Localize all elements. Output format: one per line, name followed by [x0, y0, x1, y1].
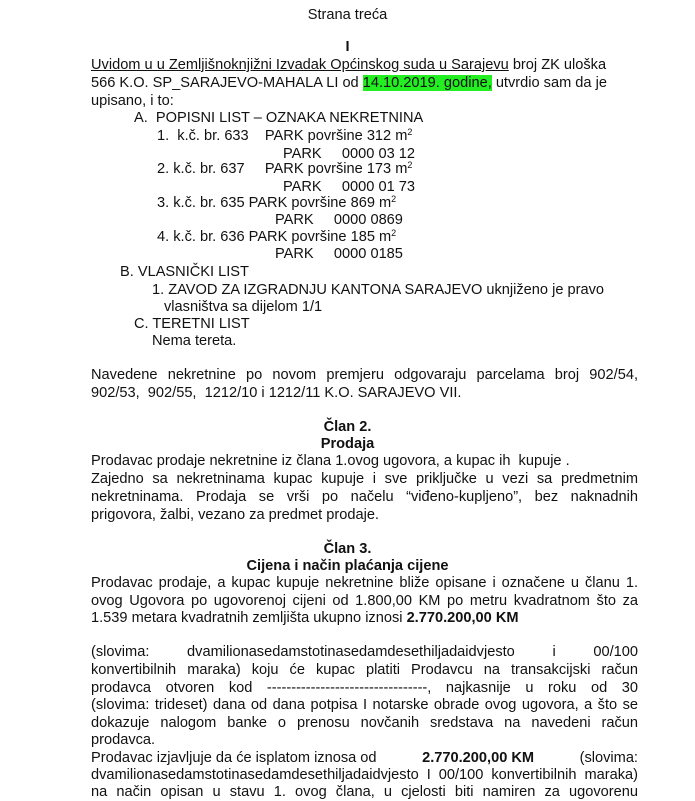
unit-exponent: 2	[391, 228, 397, 238]
unit-exponent: 2	[391, 194, 397, 204]
parcel-area: PARK površine 312 m	[264, 128, 408, 144]
clan-2-line-2: Zajedno sa nekretninama kupac kupuje i sve priključke u vezi sa predmetnim	[91, 471, 638, 487]
clan-3-p2-line-1: (slovima: dvamilionasedamstotinasedamdesethiljadaidvjesto i 00/100	[91, 644, 638, 660]
clan-3-p3-line-3: na način opisan u stavu 1. ovog člana, u cjelosti biti namiren za ugovorenu	[91, 784, 638, 800]
intro-line-3: upisano, i to:	[91, 93, 174, 109]
clan-2-line-4: prigovora, žalbi, vezano za predmet prodaje.	[91, 507, 379, 523]
page-header: Strana treća	[307, 7, 388, 23]
clan-3-p2-line-4: (slovima: trideset) dana od dana potpisa I notarske obrade ovog ugovora, a što se	[91, 697, 638, 713]
unit-exponent: 2	[407, 127, 413, 137]
clan-3-p2-line-2: konvertibilnih maraka) koju će kupac platiti Prodavcu na transakcijski račun	[91, 662, 638, 678]
parcel-number: 4. k.č. br. 636	[157, 229, 249, 245]
owner-line-1: 1. ZAVOD ZA IZGRADNJU KANTONA SARAJEVO uknjiženo je pravo	[152, 282, 605, 298]
intro-line-2-pre: 566 K.O. SP_SARAJEVO-MAHALA LI od	[91, 75, 363, 91]
clan-3-p1-line-2: ovog Ugovora po ugovorenoj cijeni od 1.800,00 KM po metru kvadratnom što za	[91, 593, 638, 609]
clan-3-p2-line-3: prodavca otvoren kod ---------------------------------, najkasnije u roku od 30	[91, 680, 638, 696]
parcel-number: 1. k.č. br. 633	[157, 128, 265, 144]
parcel-item	[157, 160, 412, 178]
premjer-line-2: 902/53, 902/55, 1212/10 i 1212/11 K.O. SARAJEVO VII.	[91, 385, 462, 401]
clan-3-title: Član 3.	[323, 541, 372, 557]
total-price-text: 1.539 metara kvadratnih zemljišta ukupno iznosi	[91, 610, 407, 626]
clan-3-p2-line-5: dokazuje nalogom banke o prenosu novčanih sredstava na navedeni račun	[91, 715, 638, 731]
intro-line-1-pre: Uvidom u u Zemljišnoknjižni Izvadak Općinskog suda u Sarajevu	[91, 57, 509, 73]
section-numeral: I	[345, 39, 350, 55]
clan-3-p3-text: Prodavac izjavljuje da će isplatom iznosa od	[91, 750, 381, 766]
clan-2-line-3: nekretninama. Prodaja se vrši po načelu “viđeno-kupljeno”, bez naknadnih	[91, 489, 638, 505]
vlasnicki-heading: B. VLASNIČKI LIST	[120, 264, 249, 280]
parcel-park-code: PARK 0000 01 73	[283, 179, 415, 195]
parcel-park-code: PARK 0000 0869	[275, 212, 403, 228]
parcel-park-code: PARK 0000 03 12	[283, 146, 415, 162]
owner-line-2: vlasništva sa dijelom 1/1	[164, 299, 323, 315]
clan-2-subtitle: Prodaja	[320, 436, 375, 452]
highlighted-date: 14.10.2019. godine,	[362, 75, 492, 91]
clan-3-p1-line-1: Prodavac prodaje, a kupac kupuje nekretnine bliže opisane i označene u članu 1.	[91, 575, 638, 591]
parcel-number: 2. k.č. br. 637	[157, 161, 265, 177]
parcel-park-code: PARK 0000 0185	[275, 246, 403, 262]
parcel-area: PARK površine 173 m	[264, 161, 408, 177]
premjer-line-1: Navedene nekretnine po novom premjeru odgovaraju parcelama broj 902/54,	[91, 367, 638, 383]
teretni-text: Nema tereta.	[152, 333, 237, 349]
clan-3-p2-line-6: prodavca.	[91, 732, 156, 748]
parcel-item	[157, 194, 396, 212]
intro-line-1-post: broj ZK uloška	[512, 57, 607, 73]
parcel-area: PARK površine 185 m	[248, 229, 392, 245]
clan-3-subtitle: Cijena i način plaćanja cijene	[246, 558, 449, 574]
clan-3-p3-line-2: dvamilionasedamstotinasedamdesethiljadaidvjesto I 00/100 konvertibilnih maraka)	[91, 767, 638, 783]
clan-2-title: Član 2.	[323, 419, 372, 435]
clan-3-p3-amount: 2.770.200,00 KM	[422, 750, 535, 766]
parcel-item	[157, 228, 396, 246]
total-price-amount: 2.770.200,00 KM	[406, 610, 519, 626]
parcel-area: PARK površine 869 m	[248, 195, 392, 211]
unit-exponent: 2	[407, 160, 413, 170]
parcel-item	[157, 127, 412, 145]
intro-line-2-post: utvrdio sam da je	[491, 75, 607, 91]
clan-3-p3-slovima: (slovima:	[575, 750, 638, 766]
clan-2-line-1: Prodavac prodaje nekretnine iz člana 1.ovog ugovora, a kupac ih kupuje .	[91, 453, 570, 469]
teretni-heading: C. TERETNI LIST	[134, 316, 250, 332]
popisni-heading: A. POPISNI LIST – OZNAKA NEKRETNINA	[134, 110, 424, 126]
parcel-number: 3. k.č. br. 635	[157, 195, 249, 211]
